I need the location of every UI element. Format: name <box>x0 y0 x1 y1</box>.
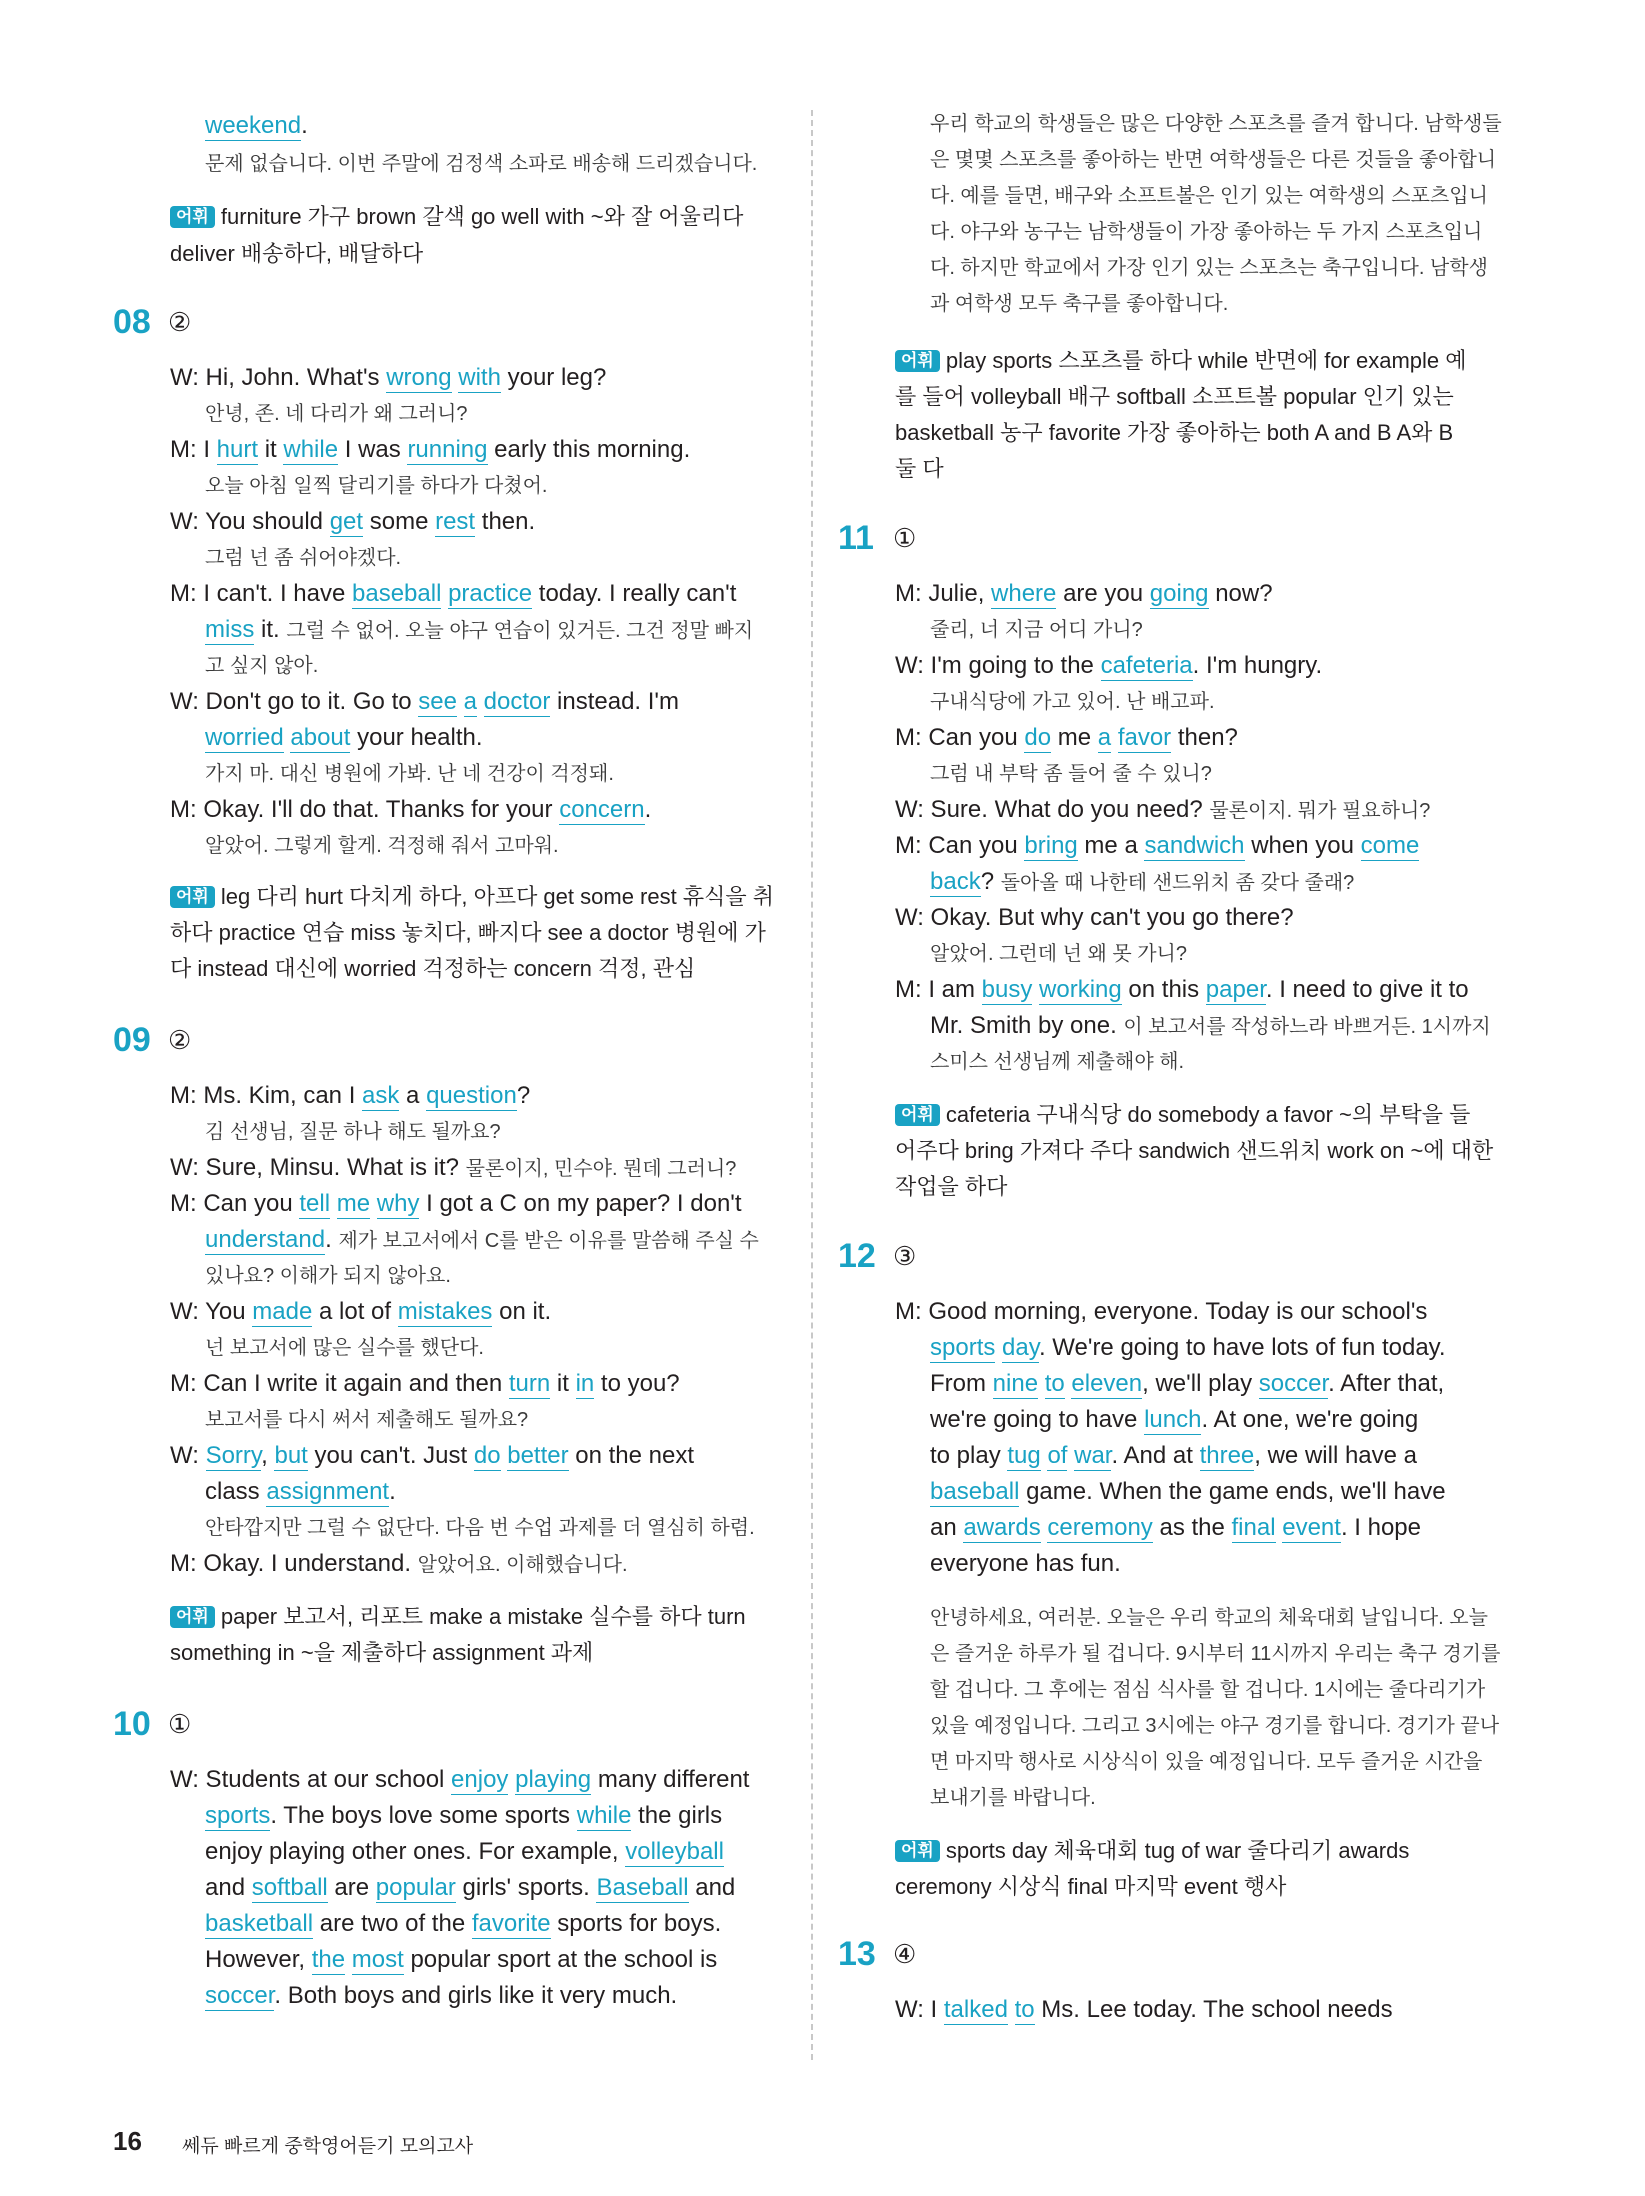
text-segment: as the <box>1152 1514 1232 1541</box>
text-line: 줄리, 너 지금 어디 가니? <box>930 619 1143 641</box>
text-segment: . <box>644 796 652 823</box>
text-line: 면 마지막 행사로 시상식이 있을 예정입니다. 모두 즐거운 시간을 <box>930 1751 1483 1773</box>
text-segment: . At one, we're going <box>1201 1406 1419 1433</box>
text-segment: 돌아올 때 나한테 샌드위치 좀 갖다 줄래? <box>1000 872 1355 894</box>
vocab-badge: 어휘 <box>895 1104 940 1126</box>
text-line: 과 여학생 모두 축구를 좋아합니다. <box>930 293 1229 315</box>
answer-blank-word: better <box>507 1442 569 1469</box>
text-segment: . <box>389 1478 396 1505</box>
text-segment: your leg? <box>500 364 607 391</box>
text-segment: M: I can't. I have <box>170 580 352 607</box>
text-segment: 그럴 수 없어. 오늘 야구 연습이 있거든. 그건 정말 빠지 <box>286 620 754 642</box>
q09-vocab <box>170 1598 746 1635</box>
answer-mark: ③ <box>893 1241 917 1271</box>
text-segment: Ms. Lee today. The school needs <box>1034 1996 1393 2023</box>
q11-vocab <box>895 1096 1470 1133</box>
answer-blank-word: bring <box>1024 832 1078 859</box>
text-segment: sports for boys. <box>550 1910 722 1937</box>
text-segment: I was <box>338 436 408 463</box>
answer-blank-word: most <box>351 1946 404 1973</box>
text-segment: M: Can you <box>170 1190 300 1217</box>
monologue-line <box>170 1762 749 1798</box>
answer-blank-word: do <box>473 1442 501 1469</box>
text-line: 작업을 하다 <box>895 1174 1008 1199</box>
text-segment: W: Don't go to it. Go to <box>170 688 419 715</box>
text-segment: are two of the <box>313 1910 472 1937</box>
text-segment: Mr. Smith by one. <box>930 1012 1124 1039</box>
text-segment: cafeteria 구내식당 do somebody a favor ~의 부탁을 들 <box>945 1102 1471 1127</box>
answer-blank-word: understand <box>205 1226 326 1253</box>
text-segment: your health. <box>350 724 483 751</box>
text-segment: then. <box>475 508 536 535</box>
answer-blank-word: come <box>1360 832 1420 859</box>
answer-blank-word: worried <box>205 724 284 751</box>
text-segment: the girls <box>631 1802 723 1829</box>
text-segment: , <box>261 1442 275 1469</box>
text-segment: I got a C on my paper? I don't <box>419 1190 742 1217</box>
text-line: 김 선생님, 질문 하나 해도 될까요? <box>205 1121 501 1143</box>
question-number: 12 <box>838 1237 876 1275</box>
text-segment: . We're going to have lots of fun today. <box>1038 1334 1446 1361</box>
dialogue-line <box>170 1186 742 1222</box>
text-segment: popular sport at the school is <box>403 1946 718 1973</box>
answer-blank-word: while <box>283 436 339 463</box>
text-line: 그럼 넌 좀 쉬어야겠다. <box>205 547 402 569</box>
dialogue-line: W: Okay. But why can't you go there? <box>895 904 1294 931</box>
text-line <box>930 1474 1446 1510</box>
question-number: 10 <box>113 1705 151 1743</box>
dialogue-line <box>170 1294 551 1330</box>
text-segment: . I'm hungry. <box>1192 652 1323 679</box>
dialogue-line <box>170 1366 680 1402</box>
text-segment: . Both boys and girls like it very much. <box>274 1982 678 2009</box>
text-line <box>205 1906 721 1942</box>
text-line <box>930 1008 1491 1045</box>
dialogue-line <box>170 504 535 540</box>
page-number: 16 <box>113 2126 142 2156</box>
text-segment: to you? <box>594 1370 680 1397</box>
text-segment: . <box>301 112 308 139</box>
text-segment: , we will have a <box>1254 1442 1418 1469</box>
text-segment: . After that, <box>1328 1370 1445 1397</box>
text-segment: 알았어요. 이해했습니다. <box>417 1554 628 1576</box>
answer-blank-word: tug <box>1007 1442 1041 1469</box>
text-segment: on the next <box>568 1442 695 1469</box>
vocab-badge: 어휘 <box>170 206 215 228</box>
text-line <box>205 612 753 649</box>
text-line: 둘 다 <box>895 456 944 481</box>
q12-vocab <box>895 1832 1409 1869</box>
text-segment: play sports 스포츠를 하다 while 반면에 for example 예 <box>945 348 1467 373</box>
text-segment: W: You should <box>170 508 330 535</box>
text-line: ceremony 시상식 final 마지막 event 행사 <box>895 1874 1287 1899</box>
answer-blank-word: get <box>329 508 364 535</box>
answer-blank-word: playing <box>515 1766 592 1793</box>
dialogue-line <box>170 1546 628 1583</box>
text-line: basketball 농구 favorite 가장 좋아하는 both A and B A와 B <box>895 420 1454 445</box>
answer-blank-word: enjoy <box>451 1766 509 1793</box>
answer-mark: ① <box>168 1709 192 1739</box>
answer-blank-word: going <box>1149 580 1209 607</box>
q08-vocab <box>170 878 774 915</box>
answer-blank-word: question <box>426 1082 517 1109</box>
answer-blank-word: talked <box>943 1996 1008 2023</box>
answer-blank-word: three <box>1199 1442 1255 1469</box>
text-line <box>930 1366 1444 1402</box>
text-segment: From <box>930 1370 993 1397</box>
text-line <box>205 1942 717 1978</box>
answer-blank-word: war <box>1074 1442 1112 1469</box>
dialogue-line <box>895 648 1322 684</box>
text-line <box>930 1330 1446 1366</box>
answer-blank-word: about <box>290 724 351 751</box>
text-segment: on this <box>1121 976 1206 1003</box>
text-line <box>930 1510 1421 1546</box>
question-number: 09 <box>113 1021 151 1059</box>
answer-blank-word: cafeteria <box>1100 652 1193 679</box>
text-line <box>205 1978 677 2014</box>
text-line: 알았어. 그렇게 할게. 걱정해 줘서 고마워. <box>205 835 559 857</box>
text-segment: an <box>930 1514 964 1541</box>
answer-blank-word: but <box>274 1442 308 1469</box>
question-number: 13 <box>838 1935 876 1973</box>
answer-blank-word: paper <box>1205 976 1266 1003</box>
text-line: 고 싶지 않아. <box>205 655 319 677</box>
answer-blank-word: back <box>930 868 981 895</box>
text-segment: M: I am <box>895 976 982 1003</box>
text-segment: . The boys love some sports <box>270 1802 577 1829</box>
text-line: 알았어. 그런데 넌 왜 못 가니? <box>930 943 1187 965</box>
text-segment: W: Sure, Minsu. What is it? <box>170 1154 466 1181</box>
text-segment: M: Can I write it again and then <box>170 1370 509 1397</box>
text-segment: leg 다리 hurt 다치게 하다, 아프다 get some rest 휴식을 취 <box>220 884 774 909</box>
text-segment: are you <box>1056 580 1150 607</box>
text-segment: to play <box>930 1442 1008 1469</box>
text-line: 오늘 아침 일찍 달리기를 하다가 다쳤어. <box>205 475 548 497</box>
answer-blank-word: basketball <box>205 1910 314 1937</box>
answer-blank-word: favor <box>1117 724 1172 751</box>
text-line: 가지 마. 대신 병원에 가봐. 난 네 건강이 걱정돼. <box>205 763 614 785</box>
vocab-badge: 어휘 <box>895 1840 940 1862</box>
answer-blank-word: baseball <box>352 580 442 607</box>
text-segment: early this morning. <box>487 436 691 463</box>
text-segment: W: <box>170 1442 206 1469</box>
text-segment: ? <box>516 1082 531 1109</box>
text-segment: W: Sure. What do you need? <box>895 796 1210 823</box>
text-line <box>930 1402 1418 1438</box>
answer-blank-word: lunch <box>1144 1406 1202 1433</box>
text-segment: However, <box>205 1946 312 1973</box>
answer-blank-word: baseball <box>930 1478 1020 1505</box>
question-number: 11 <box>838 519 874 557</box>
answer-blank-word: Sorry <box>205 1442 262 1469</box>
vocab-badge: 어휘 <box>170 1606 215 1628</box>
answer-blank-word: ceremony <box>1047 1514 1153 1541</box>
text-segment: W: Hi, John. What's <box>170 364 387 391</box>
dialogue-line <box>170 684 679 720</box>
text-segment: 물론이지. 뭐가 필요하니? <box>1209 800 1431 822</box>
answer-blank-word: a <box>463 688 477 715</box>
text-segment: and <box>205 1874 252 1901</box>
q07-vocab <box>170 198 743 235</box>
text-segment: it <box>550 1370 576 1397</box>
answer-blank-word: while <box>576 1802 632 1829</box>
text-segment: when you <box>1244 832 1361 859</box>
answer-blank-word: soccer <box>205 1982 275 2009</box>
answer-blank-word: sports <box>930 1334 996 1361</box>
answer-blank-word: a <box>1097 724 1112 751</box>
text-line <box>205 1222 759 1259</box>
text-segment: , we'll play <box>1142 1370 1259 1397</box>
answer-blank-word: awards <box>963 1514 1041 1541</box>
text-segment: instead. I'm <box>550 688 679 715</box>
question-number: 08 <box>113 303 151 341</box>
text-segment: are <box>327 1874 376 1901</box>
answer-blank-word: running <box>407 436 488 463</box>
answer-blank-word: weekend <box>205 112 302 139</box>
text-segment: today. I really can't <box>532 580 737 607</box>
text-segment: now? <box>1208 580 1273 607</box>
text-segment: on it. <box>492 1298 552 1325</box>
answer-blank-word: popular <box>375 1874 456 1901</box>
text-segment: M: Can you <box>895 724 1025 751</box>
text-line: 구내식당에 가고 있어. 난 배고파. <box>930 691 1215 713</box>
text-segment: game. When the game ends, we'll have <box>1019 1478 1446 1505</box>
text-line: 보고서를 다시 써서 제출해도 될까요? <box>205 1409 529 1431</box>
dialogue-line <box>170 432 690 468</box>
answer-blank-word: eleven <box>1071 1370 1143 1397</box>
text-line <box>930 1438 1417 1474</box>
text-line <box>205 1834 724 1870</box>
answer-blank-word: rest <box>435 508 476 535</box>
answer-blank-word: tell <box>299 1190 331 1217</box>
answer-blank-word: to <box>1044 1370 1065 1397</box>
text-segment: girls' sports. <box>455 1874 597 1901</box>
text-segment: . And at <box>1111 1442 1200 1469</box>
text-segment: paper 보고서, 리포트 make a mistake 실수를 하다 turn <box>220 1604 746 1629</box>
text-segment: and <box>688 1874 736 1901</box>
text-segment: . I hope <box>1340 1514 1421 1541</box>
text-segment: enjoy playing other ones. For example, <box>205 1838 626 1865</box>
text-segment: M: Julie, <box>895 580 992 607</box>
column-divider <box>811 110 813 2060</box>
monologue-line: M: Good morning, everyone. Today is our school's <box>895 1298 1428 1325</box>
dialogue-line <box>170 360 606 396</box>
dialogue-line <box>895 792 1430 829</box>
answer-blank-word: sports <box>205 1802 271 1829</box>
text-line: 를 들어 volleyball 배구 softball 소프트볼 popular 인기 있는 <box>895 384 1454 409</box>
answer-blank-word: of <box>1047 1442 1068 1469</box>
text-segment: we're going to have <box>930 1406 1145 1433</box>
answer-blank-word: volleyball <box>625 1838 724 1865</box>
q10-vocab <box>895 342 1467 379</box>
text-segment: ? <box>980 868 1001 895</box>
text-line <box>205 1870 735 1906</box>
answer-blank-word: miss <box>205 616 255 643</box>
text-line <box>205 1798 722 1834</box>
answer-blank-word: final <box>1231 1514 1276 1541</box>
text-line: 있나요? 이해가 되지 않아요. <box>205 1265 451 1287</box>
answer-blank-word: favorite <box>471 1910 551 1937</box>
text-line: 하다 practice 연습 miss 놓치다, 빠지다 see a doctor 병원에 가 <box>170 920 766 945</box>
text-line: 다. 예를 들면, 배구와 소프트볼은 인기 있는 여학생의 스포츠입니 <box>930 185 1488 207</box>
text-segment: me a <box>1077 832 1145 859</box>
text-line: 스미스 선생님께 제출해야 해. <box>930 1051 1185 1073</box>
answer-blank-word: working <box>1039 976 1122 1003</box>
dialogue-line <box>170 576 736 612</box>
text-segment: M: Ms. Kim, can I <box>170 1082 363 1109</box>
text-segment: some <box>363 508 436 535</box>
answer-blank-word: ask <box>362 1082 400 1109</box>
text-segment: W: I <box>895 1996 944 2023</box>
text-line: 할 겁니다. 그 후에는 점심 식사를 할 겁니다. 1시에는 줄다리기가 <box>930 1679 1486 1701</box>
answer-mark: ② <box>168 307 192 337</box>
dialogue-line <box>895 720 1238 756</box>
text-line: 다. 야구와 농구는 남학생들이 가장 좋아하는 두 가지 스포츠입니 <box>930 221 1483 243</box>
answer-blank-word: wrong <box>386 364 452 391</box>
dialogue-line <box>895 828 1419 864</box>
text-line <box>205 1474 396 1510</box>
answer-blank-word: nine <box>992 1370 1039 1397</box>
dialogue-line <box>170 1438 694 1474</box>
dialogue-line <box>170 1150 736 1187</box>
q10-translation: 우리 학교의 학생들은 많은 다양한 스포츠를 즐겨 합니다. 남학생들 <box>930 113 1502 135</box>
q12-translation: 안녕하세요, 여러분. 오늘은 우리 학교의 체육대회 날입니다. 오늘 <box>930 1607 1488 1629</box>
answer-blank-word: doctor <box>483 688 551 715</box>
text-segment: 물론이지, 민수야. 뭔데 그러니? <box>465 1158 737 1180</box>
dialogue-line <box>170 1078 530 1114</box>
text-segment: M: I <box>170 436 217 463</box>
text-segment: . I need to give it to <box>1265 976 1469 1003</box>
answer-blank-word: softball <box>251 1874 328 1901</box>
answer-blank-word: in <box>575 1370 595 1397</box>
answer-blank-word: me <box>336 1190 371 1217</box>
text-line <box>930 864 1354 901</box>
answer-blank-word: practice <box>448 580 533 607</box>
text-segment: W: You <box>170 1298 253 1325</box>
answer-blank-word: the <box>311 1946 346 1973</box>
book-title: 쎄듀 빠르게 중학영어듣기 모의고사 <box>182 2136 474 2157</box>
answer-blank-word: soccer <box>1258 1370 1329 1397</box>
text-segment: it. <box>254 616 287 643</box>
text-line: everyone has fun. <box>930 1550 1121 1577</box>
text-segment: W: I'm going to the <box>895 652 1101 679</box>
text-line: 안녕, 존. 네 다리가 왜 그러니? <box>205 403 468 425</box>
q07-tail-translation: 문제 없습니다. 이번 주말에 검정색 소파로 배송해 드리겠습니다. <box>205 153 758 175</box>
answer-blank-word: do <box>1024 724 1052 751</box>
text-segment: sports day 체육대회 tug of war 줄다리기 awards <box>945 1838 1410 1863</box>
text-segment: M: Okay. I understand. <box>170 1550 418 1577</box>
vocab-badge: 어휘 <box>895 350 940 372</box>
answer-mark: ② <box>168 1025 192 1055</box>
text-line: deliver 배송하다, 배달하다 <box>170 241 424 266</box>
answer-blank-word: sandwich <box>1144 832 1245 859</box>
answer-blank-word: concern <box>559 796 645 823</box>
text-segment: many different <box>591 1766 750 1793</box>
dialogue-line <box>895 972 1469 1008</box>
answer-blank-word: busy <box>981 976 1033 1003</box>
text-segment: 이 보고서를 작성하느라 바쁘거든. 1시까지 <box>1123 1016 1491 1038</box>
answer-blank-word: hurt <box>216 436 259 463</box>
answer-blank-word: to <box>1014 1996 1035 2023</box>
text-segment: me <box>1051 724 1098 751</box>
text-segment: it <box>258 436 284 463</box>
text-line: 그럼 내 부탁 좀 들어 줄 수 있니? <box>930 763 1212 785</box>
text-segment: a lot of <box>312 1298 398 1325</box>
text-line <box>205 720 483 756</box>
text-segment: . <box>325 1226 339 1253</box>
text-line: 보내기를 바랍니다. <box>930 1787 1096 1809</box>
answer-blank-word: see <box>418 688 457 715</box>
text-line: 안타깝지만 그럴 수 없단다. 다음 번 수업 과제를 더 열심히 하렴. <box>205 1517 755 1539</box>
answer-mark: ④ <box>893 1939 917 1969</box>
dialogue-line <box>895 576 1273 612</box>
text-line: 어주다 bring 가져다 주다 sandwich 샌드위치 work on ~에 대한 <box>895 1138 1494 1163</box>
answer-blank-word: where <box>991 580 1057 607</box>
text-line: 은 몇몇 스포츠를 좋아하는 반면 여학생들은 다른 것들을 좋아합니 <box>930 149 1497 171</box>
text-segment: M: Okay. I'll do that. Thanks for your <box>170 796 560 823</box>
answer-blank-word: why <box>376 1190 420 1217</box>
text-segment: 제가 보고서에서 C를 받은 이유를 말씀해 주실 수 <box>338 1230 759 1252</box>
dialogue-line <box>895 1992 1393 2028</box>
vocab-badge: 어휘 <box>170 886 215 908</box>
text-segment: furniture 가구 brown 갈색 go well with ~와 잘 어울리다 <box>220 204 744 229</box>
answer-blank-word: event <box>1282 1514 1341 1541</box>
answer-blank-word: made <box>252 1298 313 1325</box>
text-segment: then? <box>1171 724 1238 751</box>
text-segment: W: Students at our school <box>170 1766 452 1793</box>
text-line: something in ~을 제출하다 assignment 과제 <box>170 1640 594 1665</box>
answer-blank-word: turn <box>508 1370 551 1397</box>
text-line: 넌 보고서에 많은 실수를 했단다. <box>205 1337 484 1359</box>
answer-blank-word: mistakes <box>397 1298 493 1325</box>
text-segment: a <box>399 1082 427 1109</box>
answer-blank-word: Baseball <box>596 1874 689 1901</box>
text-segment: class <box>205 1478 267 1505</box>
text-line: 다. 하지만 학교에서 가장 인기 있는 스포츠는 축구입니다. 남학생 <box>930 257 1488 279</box>
answer-mark: ① <box>893 523 917 553</box>
text-line: 다 instead 대신에 worried 걱정하는 concern 걱정, 관심 <box>170 956 696 981</box>
text-segment: you can't. Just <box>307 1442 474 1469</box>
text-line: 은 즐거운 하루가 될 겁니다. 9시부터 11시까지 우리는 축구 경기를 <box>930 1643 1501 1665</box>
text-segment: M: Can you <box>895 832 1025 859</box>
q07-tail-line <box>205 108 308 144</box>
answer-blank-word: day <box>1002 1334 1039 1361</box>
dialogue-line <box>170 792 651 828</box>
answer-blank-word: assignment <box>266 1478 390 1505</box>
text-line: 있을 예정입니다. 그리고 3시에는 야구 경기를 합니다. 경기가 끝나 <box>930 1715 1500 1737</box>
answer-blank-word: with <box>458 364 501 391</box>
